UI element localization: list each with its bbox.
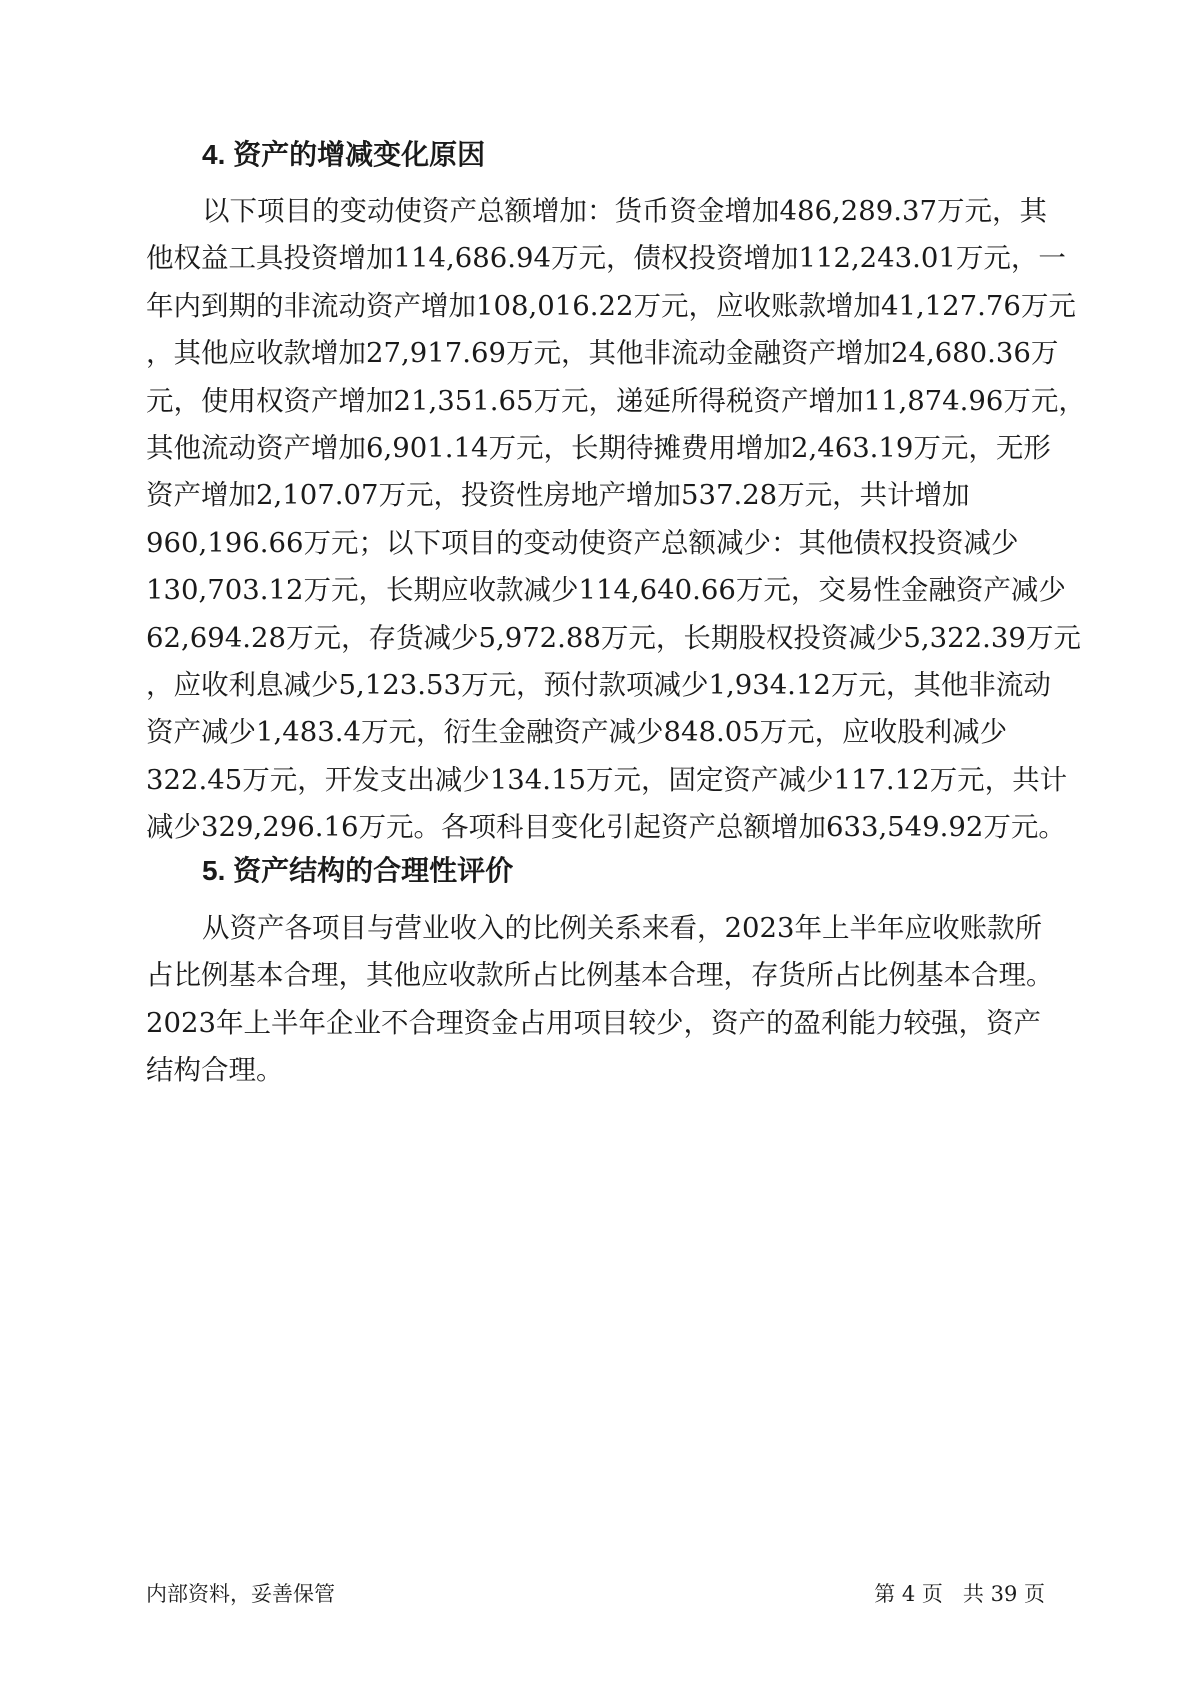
- paragraph-asset-change: [146, 188, 1086, 851]
- paragraph-line: 从资产各项目与营业收入的比例关系来看，2023年上半年应收账款所: [202, 912, 1042, 944]
- paragraph-line: 960,196.66万元；以下项目的变动使资产总额减少：其他债权投资减少: [146, 526, 1019, 559]
- total-pages-label: 共 39 页: [962, 1582, 1045, 1606]
- paragraph-line: 资产增加2,107.07万元，投资性房地产增加537.28万元，共计增加: [146, 479, 970, 512]
- footer-page-number: [874, 1580, 1045, 1608]
- paragraph-line: 元，使用权资产增加21,351.65万元，递延所得税资产增加11,874.96万元，: [146, 384, 1086, 417]
- paragraph-line: 减少329,296.16万元。各项科目变化引起资产总额增加633,549.92万元。: [146, 811, 1066, 844]
- paragraph-line: 130,703.12万元，长期应收款减少114,640.66万元，交易性金融资产减少: [146, 574, 1066, 607]
- footer-confidential-note: 内部资料，妥善保管: [146, 1582, 335, 1606]
- paragraph-asset-structure: [146, 905, 1054, 1095]
- paragraph-line: ，应收利息减少5,123.53万元，预付款项减少1,934.12万元，其他非流动: [146, 668, 1051, 701]
- paragraph-line: 年内到期的非流动资产增加108,016.22万元，应收账款增加41,127.76万元: [146, 289, 1076, 322]
- paragraph-line: 以下项目的变动使资产总额增加：货币资金增加486,289.37万元，其: [202, 195, 1047, 227]
- paragraph-line: 结构合理。: [146, 1054, 284, 1087]
- paragraph-line: 2023年上半年企业不合理资金占用项目较少，资产的盈利能力较强，资产: [146, 1006, 1041, 1039]
- paragraph-line: 占比例基本合理，其他应收款所占比例基本合理，存货所占比例基本合理。: [146, 959, 1054, 992]
- section-heading-asset-structure: 5. 资产结构的合理性评价: [202, 855, 514, 886]
- paragraph-line: 322.45万元，开发支出减少134.15万元，固定资产减少117.12万元，共计: [146, 763, 1068, 796]
- paragraph-line: 其他流动资产增加6,901.14万元，长期待摊费用增加2,463.19万元，无形: [146, 431, 1051, 464]
- section-heading-asset-change: 4. 资产的增减变化原因: [202, 139, 486, 170]
- current-page-label: 第 4 页: [874, 1582, 943, 1606]
- paragraph-line: 他权益工具投资增加114,686.94万元，债权投资增加112,243.01万元，一: [146, 242, 1066, 275]
- paragraph-line: ，其他应收款增加27,917.69万元，其他非流动金融资产增加24,680.36万: [146, 337, 1059, 370]
- paragraph-line: 62,694.28万元，存货减少5,972.88万元，长期股权投资减少5,322.39万元: [146, 621, 1081, 654]
- paragraph-line: 资产减少1,483.4万元，衍生金融资产减少848.05万元，应收股利减少: [146, 716, 1008, 749]
